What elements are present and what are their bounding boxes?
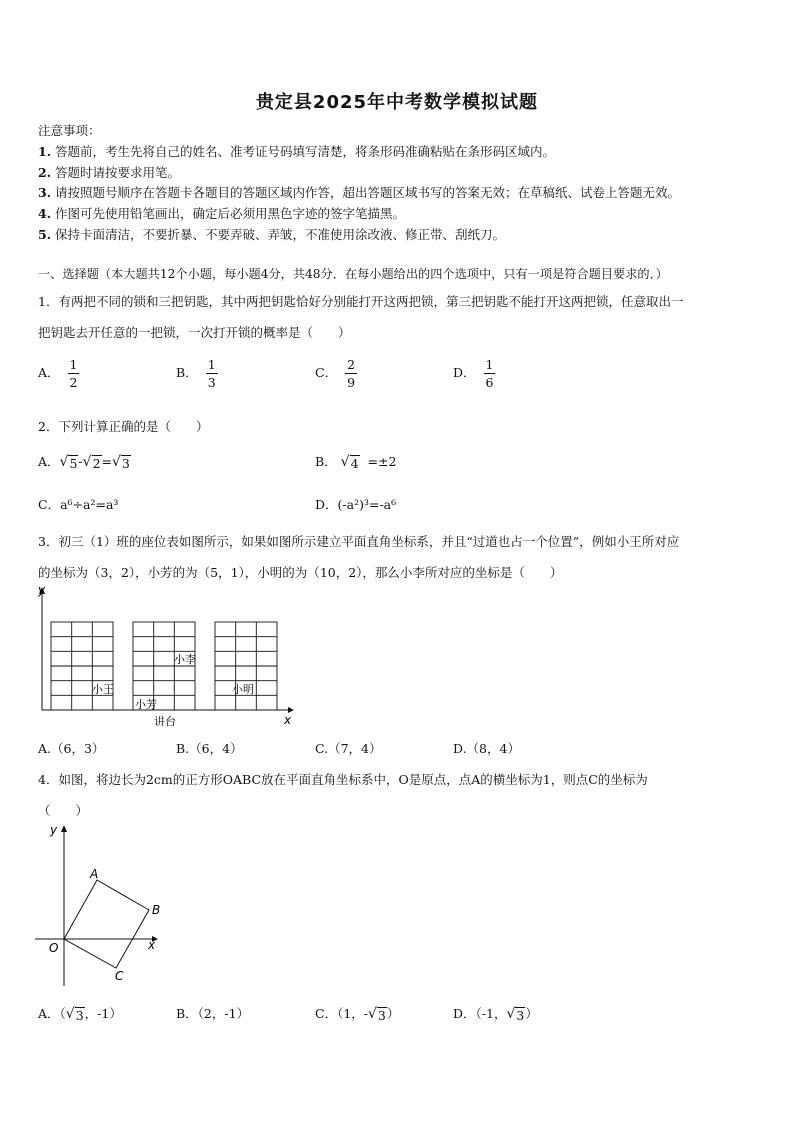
q2-option-a: A． √ 5 - √ 2 = √ 3 bbox=[38, 454, 130, 471]
label-podium: 讲台 bbox=[154, 715, 176, 728]
q3-option-b: B.（6，4） bbox=[176, 741, 243, 756]
label-xiaowang: 小王 bbox=[92, 683, 114, 696]
note-item-4: 4. 作图可先使用铅笔画出，确定后必须用黑色字迹的签字笔描黑。 bbox=[38, 206, 406, 221]
q1-option-c: C． $\frac{2}{9}$ bbox=[315, 357, 356, 391]
q2-option-c: C．a⁶÷a²=a³ bbox=[38, 497, 119, 512]
x-label: x bbox=[148, 938, 156, 952]
q1-option-a: A． $\frac{1}{2}$ bbox=[38, 357, 78, 391]
note-item-2: 2. 答题时请按要求用笔。 bbox=[38, 165, 181, 180]
desk-grid-middle bbox=[133, 622, 195, 710]
y-axis-arrow bbox=[61, 825, 67, 832]
point-o-label: O bbox=[49, 941, 59, 955]
q4-option-d: D．（-1， √ 3 ） bbox=[453, 1006, 538, 1023]
question-1-line-1: 1．有两把不同的锁和三把钥匙，其中两把钥匙恰好分别能打开这两把锁，第三把钥匙不能打开这两把锁，任意取出一 bbox=[38, 294, 684, 309]
q3-option-c: C.（7，4） bbox=[315, 741, 382, 756]
notes-heading: 注意事项： bbox=[38, 123, 101, 138]
label-xiaofang: 小芳 bbox=[135, 698, 157, 711]
question-3-line-2: 的坐标为（3，2），小芳的为（5，1），小明的为（10，2），那么小李所对应的坐标是（ ） bbox=[38, 565, 563, 580]
q3-option-a: A.（6，3） bbox=[38, 741, 105, 756]
square-coordinate-figure bbox=[30, 818, 180, 990]
label-xiaoming: 小明 bbox=[232, 683, 254, 696]
x-axis-label: x bbox=[284, 713, 292, 727]
question-2-stem: 2．下列计算正确的是（ ） bbox=[38, 419, 209, 434]
note-item-5: 5. 保持卡面清洁，不要折暴、不要弄破、弄皱，不准使用涂改液、修正带、刮纸刀。 bbox=[38, 227, 506, 242]
label-xiaoli: 小李 bbox=[174, 653, 196, 666]
q3-option-d: D.（8，4） bbox=[453, 741, 520, 756]
point-b-label: B bbox=[152, 903, 161, 917]
desk-grid-left bbox=[51, 622, 113, 710]
q4-option-a: A．（ √ 3 ，-1） bbox=[38, 1006, 122, 1023]
q4-option-c: C．（1，- √ 3 ） bbox=[315, 1006, 400, 1023]
q1-option-b: B． $\frac{1}{3}$ bbox=[176, 357, 216, 391]
question-3-line-1: 3．初三（1）班的座位表如图所示，如果如图所示建立平面直角坐标系，并且“过道也占一个位置”，例如小王所对应 bbox=[38, 534, 680, 549]
desk-grid-right bbox=[215, 622, 277, 710]
square-oabc bbox=[64, 880, 149, 968]
seating-chart-figure bbox=[30, 582, 300, 732]
point-a-label: A bbox=[90, 867, 99, 881]
question-1-line-2: 把钥匙去开任意的一把锁，一次打开锁的概率是（ ） bbox=[38, 325, 351, 340]
page-title: 贵定县2025年中考数学模拟试题 bbox=[255, 92, 539, 113]
q4-option-b: B．（2，-1） bbox=[176, 1006, 250, 1021]
note-item-1: 1. 答题前，考生先将自己的姓名、准考证号码填写清楚，将条形码准确粘贴在条形码区域内。 bbox=[38, 144, 556, 159]
section-heading: 一、选择题（本大题共12个小题，每小题4分，共48分．在每小题给出的四个选项中，只有一项是符合题目要求的．） bbox=[38, 267, 668, 281]
point-c-label: C bbox=[115, 969, 124, 983]
y-label: y bbox=[50, 823, 58, 837]
q2-option-b: B． √ 4 =±2 bbox=[315, 454, 397, 471]
q2-option-d: D．(-a²)³=-a⁶ bbox=[315, 497, 397, 512]
question-4-line-1: 4．如图，将边长为2cm的正方形OABC放在平面直角坐标系中，O是原点，点A的横坐标为1，则点C的坐标为 bbox=[38, 772, 648, 787]
question-4-line-2: （ ） bbox=[38, 803, 89, 818]
y-axis-label: y bbox=[38, 583, 46, 597]
note-item-3: 3. 请按照题号顺序在答题卡各题目的答题区域内作答，超出答题区域书写的答案无效；在草稿纸、试卷上答题无效。 bbox=[38, 185, 681, 200]
q1-option-d: D． $\frac{1}{6}$ bbox=[453, 357, 494, 391]
